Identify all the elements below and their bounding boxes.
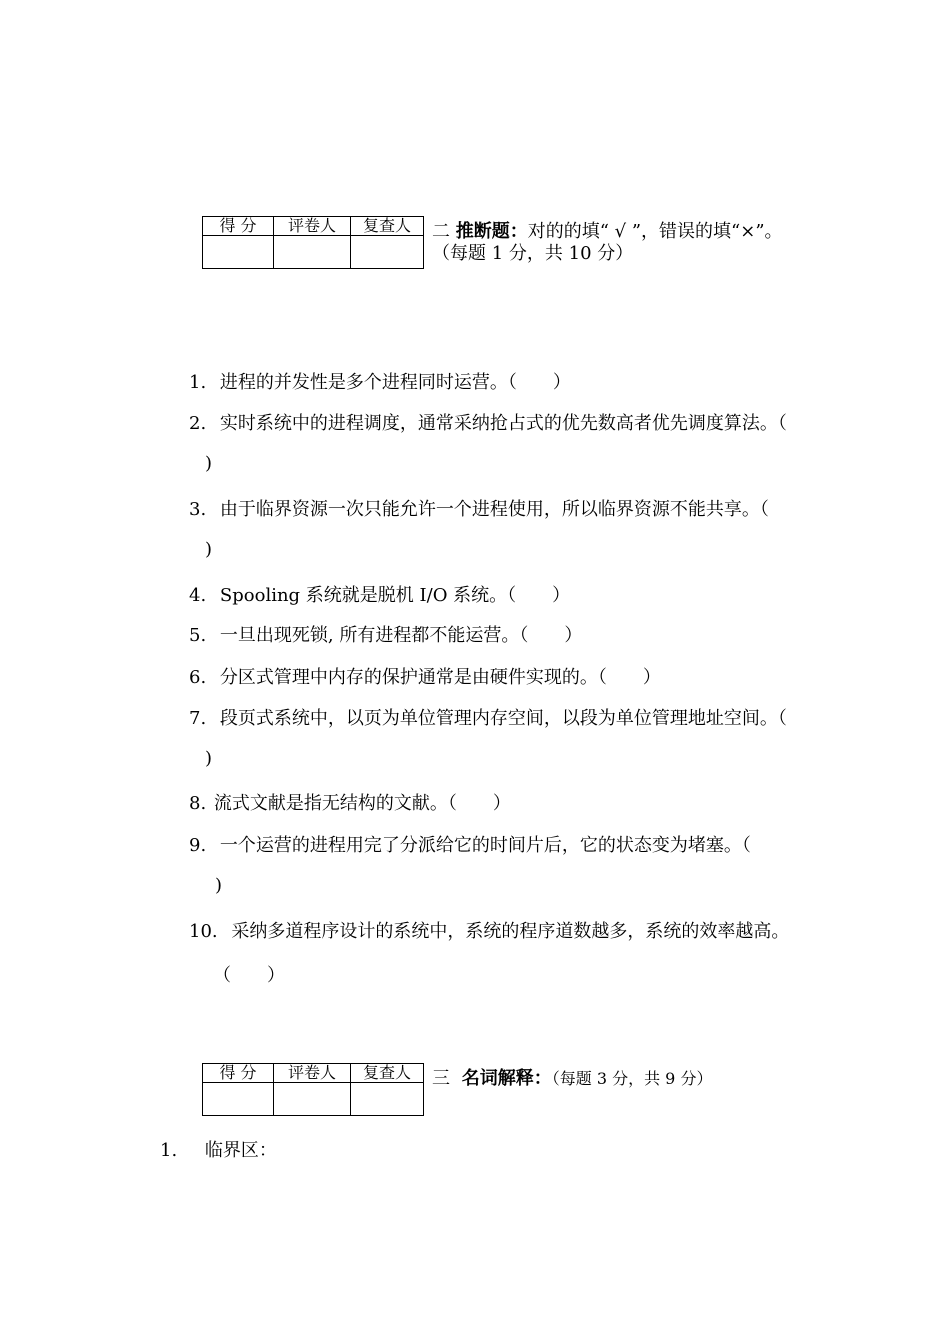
question-number: 10.: [189, 921, 218, 942]
question-number: 4.: [189, 585, 207, 606]
score-table-section3: [202, 1063, 424, 1116]
question-text: 采纳多道程序设计的系统中，系统的程序道数越多，系统的效率越高。: [231, 921, 790, 942]
question-10-continuation: （ ）: [213, 965, 285, 986]
question-6: [189, 663, 661, 689]
term-number: 1.: [160, 1140, 178, 1161]
question-text: 流式文献是指无结构的文献。（ ）: [213, 793, 511, 814]
grader-cell[interactable]: [274, 1083, 351, 1116]
question-1: [189, 368, 571, 394]
question-text: 分区式管理中内存的保护通常是由硬件实现的。（ ）: [219, 667, 661, 688]
question-10: [189, 917, 789, 943]
question-2: [189, 409, 787, 435]
reviewer-cell[interactable]: [351, 1083, 424, 1116]
question-7-continuation: ): [205, 748, 213, 769]
question-4: [189, 581, 570, 607]
reviewer-header: 复查人: [351, 1064, 424, 1083]
question-text: 一旦出现死锁, 所有进程都不能运营。（ ）: [219, 625, 583, 646]
question-5: [189, 621, 582, 647]
score-cell[interactable]: [203, 236, 274, 269]
section3-number: 三: [432, 1068, 450, 1089]
grader-header: 评卷人: [274, 1064, 351, 1083]
question-text: 由于临界资源一次只能允许一个进程使用，所以临界资源不能共享。（: [219, 499, 769, 520]
question-number: 7.: [189, 708, 207, 729]
question-9: [189, 831, 751, 857]
score-header: 得 分: [203, 217, 274, 236]
question-number: 6.: [189, 667, 207, 688]
question-2-continuation: ): [205, 453, 213, 474]
question-number: 3.: [189, 499, 207, 520]
question-3: [189, 495, 769, 521]
question-number: 1.: [189, 372, 207, 393]
question-text: 实时系统中的进程调度，通常采纳抢占式的优先数高者优先调度算法。（: [219, 413, 787, 434]
term-text: 临界区：: [204, 1140, 277, 1161]
section3-title: 名词解释: [461, 1068, 534, 1089]
question-number: 5.: [189, 625, 207, 646]
reviewer-cell[interactable]: [351, 236, 424, 269]
term-1: [160, 1136, 277, 1162]
section2-title: 推断题: [455, 221, 510, 242]
score-table-section2: [202, 216, 424, 269]
question-7: [189, 704, 787, 730]
section2-number: 二: [432, 221, 450, 242]
grader-cell[interactable]: [274, 236, 351, 269]
section3-heading: [432, 1064, 712, 1090]
question-text: Spooling 系统就是脱机 I/O 系统。（ ）: [219, 585, 571, 606]
question-number: 8.: [189, 793, 207, 814]
score-cell[interactable]: [203, 1083, 274, 1116]
question-3-continuation: ): [205, 539, 213, 560]
question-text: 段页式系统中，以页为单位管理内存空间，以段为单位管理地址空间。（: [219, 708, 787, 729]
question-9-continuation: ): [215, 875, 223, 896]
question-number: 9.: [189, 835, 207, 856]
question-text: 一个运营的进程用完了分派给它的时间片后，它的状态变为堵塞。（: [219, 835, 751, 856]
section3-scoring: （每题 3 分，共 9 分）: [551, 1069, 713, 1088]
grader-header: 评卷人: [274, 217, 351, 236]
section2-instruction: 对的的填“ √ ”，错误的填“×”。: [527, 221, 783, 242]
reviewer-header: 复查人: [351, 217, 424, 236]
section2-colon: ：: [509, 221, 528, 242]
question-number: 2.: [189, 413, 207, 434]
section2-scoring: （每题 1 分，共 10 分）: [432, 243, 634, 264]
question-8: [189, 789, 511, 815]
question-text: 进程的并发性是多个进程同时运营。（ ）: [219, 372, 571, 393]
score-header: 得 分: [203, 1064, 274, 1083]
section3-colon: ：: [533, 1068, 552, 1089]
